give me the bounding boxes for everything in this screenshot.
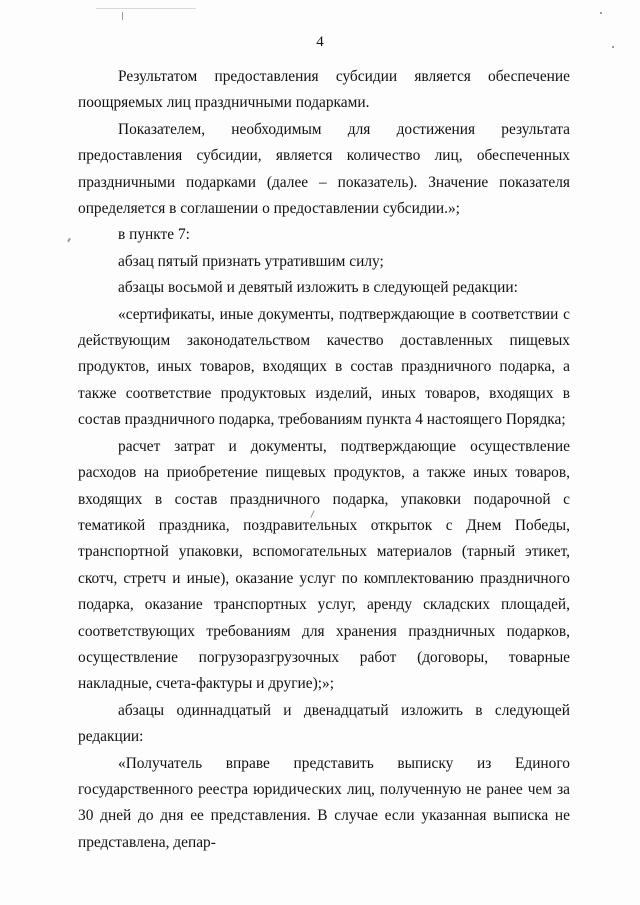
paragraph: абзацы одиннадцатый и двенадцатый изложить в следующей редакции:: [78, 701, 570, 746]
paragraph: Показателем, необходимым для достижения результата предоставления субсидии, является количество лиц, обеспеченных праздничными подарками (далее – показатель). Значение показателя определяется в соглашении о предоставлении субсидии.»;: [78, 120, 570, 218]
scan-artifact: [122, 12, 123, 20]
scan-artifact: [67, 238, 71, 242]
scan-artifact: [600, 12, 602, 14]
paragraph: абзацы восьмой и девятый изложить в следующей редакции:: [118, 279, 518, 297]
paragraph: «сертификаты, иные документы, подтверждающие в соответствии с действующим законодательством качество доставленных пищевых продуктов, иных товаров, входящих в состав праздничного подарка, а также соответствие продуктовых изделий, иных товаров, входящих в состав праздничного подарка, требованиям пункта 4 настоящего Порядка;: [78, 305, 570, 429]
scan-artifact: [96, 8, 196, 9]
paragraph: в пункте 7:: [118, 226, 190, 244]
paragraph: расчет затрат и документы, подтверждающие осуществление расходов на приобретение пищевых продуктов, а также иных товаров, входящих в состав праздничного подарка, упаковки подарочной с тематикой праздника, поздравительных открыток с Днем Победы, транспортной упаковки, вспомогательных материалов (тарный этикет, скотч, стретч и иные), оказание услуг по комплектованию праздничного подарка, оказание транспортных услуг, аренду складских площадей, соответствующих требованиям для хранения праздничных подарков, осуществление погрузоразгрузочных работ (договоры, товарные накладные, счета-фактуры и другие);»;: [78, 437, 570, 693]
paragraph: «Получатель вправе представить выписку из Единого государственного реестра юридических лиц, полученную не ранее чем за 30 дней до дня ее представления. В случае если указанная выписка не представлена, депар-: [78, 754, 570, 851]
document-body: [78, 64, 570, 856]
page-number: 4: [316, 34, 324, 50]
paragraph: Результатом предоставления субсидии является обеспечение поощряемых лиц праздничными подарками.: [78, 68, 570, 112]
paragraph: абзац пятый признать утратившим силу;: [118, 252, 384, 270]
